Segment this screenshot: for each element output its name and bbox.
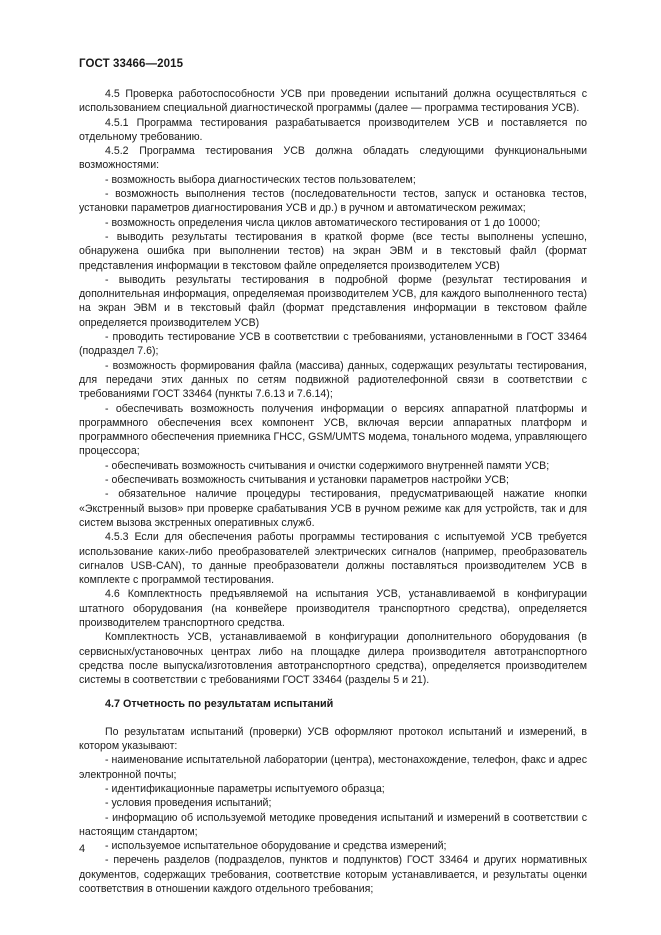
list-item: - возможность определения числа циклов автоматического тестирования от 1 до 10000;	[105, 216, 541, 229]
list-item: - возможность выбора диагностических тестов пользователем;	[105, 173, 416, 186]
paragraph: Комплектность УСВ, устанавливаемой в конфигурации дополнительного оборудования (в сервисных/установочных центрах либо на площадке дилера производителя автотранспортного средства после выпуска/изготовления автотранспортного средства), определяется производителем системы в соответствии с требованиями ГОСТ 33464 (разделы 5 и 21).	[79, 631, 587, 687]
list-item: - обеспечивать возможность считывания и очистки содержимого внутренней памяти УСВ;	[105, 459, 550, 472]
list-item: - возможность выполнения тестов (последовательности тестов, запуск и остановка тестов, установки параметров диагностирования УСВ и др.) в ручном и автоматическом режимах;	[79, 188, 587, 215]
document-header: ГОСТ 33466—2015	[79, 58, 184, 70]
paragraph: 4.5.2 Программа тестирования УСВ должна обладать следующими функциональными возможностями:	[79, 145, 587, 172]
paragraph: 4.5.1 Программа тестирования разрабатывается производителем УСВ и поставляется по отдельному требованию.	[79, 116, 587, 143]
document-body	[79, 87, 587, 896]
list-item: - обеспечивать возможность считывания и установки параметров настройки УСВ;	[105, 474, 510, 487]
list-item: - выводить результаты тестирования в краткой форме (все тесты выполнены успешно, обнаружена ошибка при выполнении тестов) на экран ЭВМ и в текстовый файл (формат представления информации в текстовом файле определяется производителем УСВ)	[79, 230, 587, 272]
paragraph: 4.5 Проверка работоспособности УСВ при проведении испытаний должна осуществляться с использованием специальной диагностической программы (далее — программа тестирования УСВ).	[79, 88, 587, 115]
list-item: - наименование испытательной лаборатории (центра), местонахождение, телефон, факс и адрес электронной почты;	[79, 754, 587, 781]
list-item: - условия проведения испытаний;	[105, 797, 272, 810]
list-item: - идентификационные параметры испытуемого образца;	[105, 782, 385, 795]
list-item: - перечень разделов (подразделов, пунктов и подпунктов) ГОСТ 33464 и других нормативных документов, содержащих требования, соответствие которым устанавливается, и результаты оценки соответствия в отношении каждого отдельного требования;	[79, 854, 587, 896]
list-item: - возможность формирования файла (массива) данных, содержащих результаты тестирования, для передачи этих данных по сетям подвижной радиотелефонной связи в соответствии с требованиями ГОСТ 33464 (пункты 7.6.13 и 7.6.14);	[79, 359, 587, 401]
list-item: - используемое испытательное оборудование и средства измерений;	[105, 840, 447, 853]
list-item: - обязательное наличие процедуры тестирования, предусматривающей нажатие кнопки «Экстренный вызов» при проверке срабатывания УСВ в ручном режиме как для устройств, так и для систем вызова экстренных оперативных служб.	[79, 488, 587, 529]
section-heading: 4.7 Отчетность по результатам испытаний	[105, 698, 334, 711]
paragraph: 4.6 Комплектность предъявляемой на испытания УСВ, устанавливаемой в конфигурации штатного оборудования (на конвейере производителя транспортного средства), определяется производителем транспортного средства.	[79, 588, 587, 629]
page-number: 4	[79, 843, 86, 855]
list-item: - проводить тестирование УСВ в соответствии с требованиями, установленными в ГОСТ 33464 (подраздел 7.6);	[79, 331, 587, 358]
paragraph: По результатам испытаний (проверки) УСВ оформляют протокол испытаний и измерений, в котором указывают:	[79, 725, 587, 753]
list-item: - обеспечивать возможность получения информации о версиях аппаратной платформы и программного обеспечения всех компонент УСВ, включая версии аппаратных платформ и программного обеспечения приемника ГНСС, GSM/UMTS модема, тонального модема, управляющего процессора;	[79, 402, 587, 458]
paragraph: 4.5.3 Если для обеспечения работы программы тестирования с испытуемой УСВ требуется использование каких-либо преобразователей электрических сигналов (например, преобразователь сигналов USB-CAN), то данные преобразователи должны поставляться производителем УСВ в комплекте с программой тестирования.	[79, 531, 587, 587]
list-item: - информацию об используемой методике проведения испытаний и измерений в соответствии с настоящим стандартом;	[79, 811, 587, 838]
list-item: - выводить результаты тестирования в подробной форме (результат тестирования и дополнительная информация, определяемая производителем УСВ, для каждого выполненного теста) на экран ЭВМ и в текстовый файл (формат представления информации в текстовом файле определяется производителем УСВ)	[79, 273, 587, 329]
